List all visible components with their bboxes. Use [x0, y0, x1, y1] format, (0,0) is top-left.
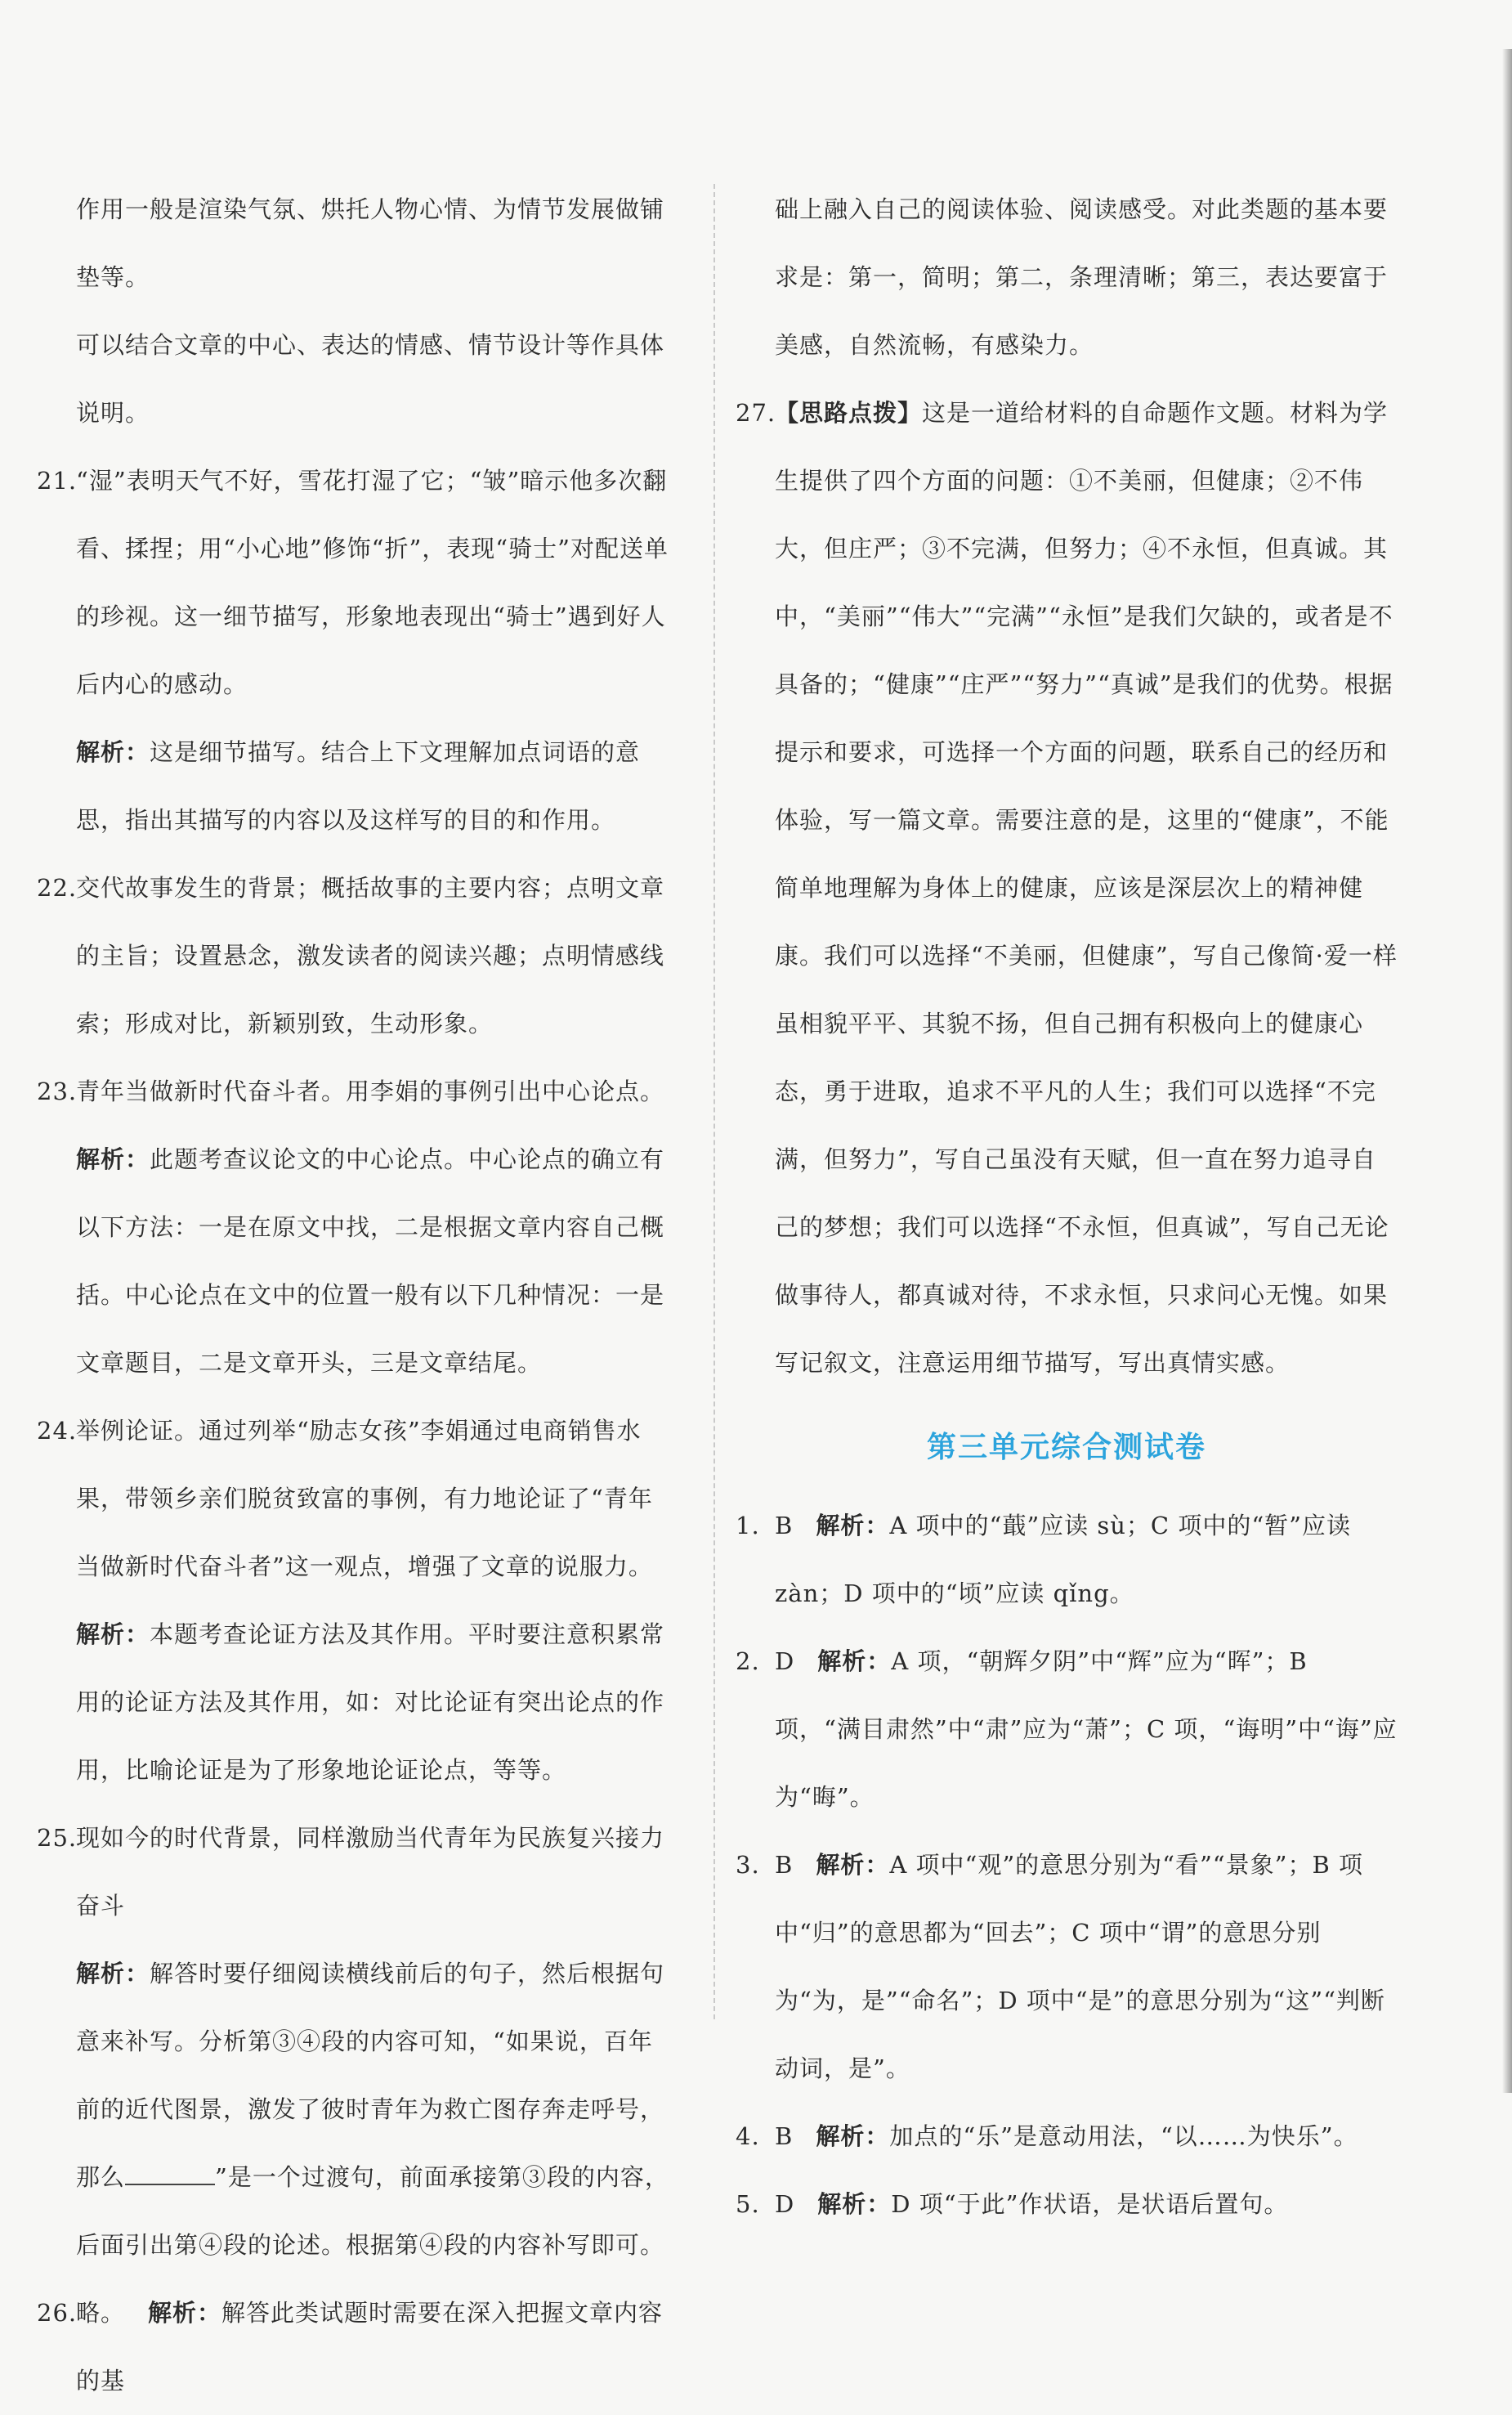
- answer-letter: B: [775, 1512, 794, 1539]
- answer-25: 25. 现如今的时代背景，同样激励当代青年为民族复兴接力奋斗: [37, 1804, 674, 1940]
- analysis-label: 解析：: [816, 1851, 890, 1879]
- answer-letter: B: [775, 1851, 794, 1879]
- answer-letter: D: [775, 2190, 795, 2218]
- right-column: [736, 176, 1398, 2238]
- answer-2: 2. D 解析：A 项，“朝辉夕阴”中“辉”应为“晖”；B 项，“满目肃然”中“肃”应为“萧”；C 项，“诲明”中“诲”应为“晦”。: [736, 1628, 1398, 1831]
- analysis-24: 解析：本题考查论证方法及其作用。平时要注意积累常用的论证方法及其作用，如：对比论证有突出论点的作用，比喻论证是为了形象地论证论点，等等。: [76, 1620, 665, 1784]
- question-number: 24.: [37, 1417, 78, 1445]
- answer-23: 23. 青年当做新时代奋斗者。用李娟的事例引出中心论点。: [37, 1058, 674, 1126]
- answer-21: 21. “湿”表明天气不好，雪花打湿了它；“皱”暗示他多次翻看、揉捏；用“小心地”修饰“折”，表现“骑士”对配送单的珍视。这一细节描写，形象地表现出“骑士”遇到好人后内心的感动。: [37, 447, 674, 719]
- analysis-26-continued: 础上融入自己的阅读体验、阅读感受。对此类题的基本要求是：第一，简明；第二，条理清晰；第三，表达要富于美感，自然流畅，有感染力。: [775, 195, 1389, 359]
- answer-26: 26. 略。 解析：解答此类试题时需要在深入把握文章内容的基: [37, 2279, 674, 2415]
- analysis-23: 解析：此题考查议论文的中心论点。中心论点的确立有以下方法：一是在原文中找，二是根据文章内容自己概括。中心论点在文中的位置一般有以下几种情况：一是文章题目，二是文章开头，三是文章结尾。: [76, 1145, 665, 1377]
- page-edge-shadow: [1502, 49, 1512, 2093]
- analysis-label: 解析：: [817, 1647, 892, 1675]
- question-number: 5.: [736, 2190, 760, 2218]
- analysis-label: 解析：: [816, 2122, 890, 2150]
- question-number: 25.: [37, 1824, 78, 1852]
- answer-24: 24. 举例论证。通过列举“励志女孩”李娟通过电商销售水果，带领乡亲们脱贫致富的事例，有力地论证了“青年当做新时代奋斗者”这一观点，增强了文章的说服力。: [37, 1397, 674, 1601]
- answer-4: 4. B 解析：加点的“乐”是意动用法，“以……为快乐”。: [736, 2103, 1398, 2171]
- analysis-label: 解析：: [76, 738, 150, 766]
- analysis-label: 解析：: [816, 1512, 890, 1539]
- question-number: 27.: [736, 399, 776, 427]
- question-number: 3.: [736, 1851, 760, 1879]
- analysis-label: 解析：: [76, 1620, 150, 1648]
- question-number: 23.: [37, 1078, 78, 1105]
- answer-letter: B: [775, 2122, 794, 2150]
- analysis-label: 解析：: [76, 1960, 150, 1987]
- question-number: 22.: [37, 874, 78, 902]
- analysis-label: 解析：: [817, 2190, 892, 2218]
- question-number: 4.: [736, 2122, 760, 2150]
- analysis-25: 解析：解答时要仔细阅读横线前后的句子，然后根据句意来补写。分析第③④段的内容可知，“如果说，百年前的近代图景，激发了彼时青年为救亡图存奔走呼号，那么 ”是一个过渡句，前面承接第③段的内容，后面引出第④段的论述。根据第④段的内容补写即可。: [76, 1960, 669, 2259]
- fill-blank-line: [125, 2166, 215, 2185]
- section-title: 第三单元综合测试卷: [926, 1431, 1206, 1464]
- analysis-label: 解析：: [148, 2299, 222, 2327]
- answer-letter: D: [775, 1647, 795, 1675]
- paragraph-intro-2: 可以结合文章的中心、表达的情感、情节设计等作具体说明。: [76, 331, 665, 427]
- analysis-21: 解析：这是细节描写。结合上下文理解加点词语的意思，指出其描写的内容以及这样写的目的和作用。: [76, 738, 641, 834]
- hint-label: 【思路点拨】: [775, 399, 923, 427]
- left-column: [37, 176, 674, 2415]
- question-number: 1.: [736, 1512, 760, 1539]
- question-number: 2.: [736, 1647, 760, 1675]
- analysis-label: 解析：: [76, 1145, 150, 1173]
- column-divider: [714, 184, 715, 2019]
- answer-1: 1. B 解析：A 项中的“蕺”应读 sù；C 项中的“暂”应读 zàn；D 项中的“顷”应读 qǐng。: [736, 1492, 1398, 1628]
- question-number: 21.: [37, 467, 78, 495]
- question-number: 26.: [37, 2299, 78, 2327]
- answer-27: 27. 【思路点拨】这是一道给材料的自命题作文题。材料为学生提供了四个方面的问题：①不美丽，但健康；②不伟大，但庄严；③不完满，但努力；④不永恒，但真诚。其中，“美丽”“伟大”“完满”“永恒”是我们欠缺的，或者是不具备的；“健康”“庄严”“努力”“真诚”是我们的优势。根据提示和要求，可选择一个方面的问题，联系自己的经历和体验，写一篇文章。需要注意的是，这里的“健康”，不能简单地理解为身体上的健康，应该是深层次上的精神健康。我们可以选择“不美丽，但健康”，写自己像简·爱一样虽相貌平平、其貌不扬，但自己拥有积极向上的健康心态，勇于进取，追求不平凡的人生；我们可以选择“不完满，但努力”，写自己虽没有天赋，但一直在努力追寻自己的梦想；我们可以选择“不永恒，但真诚”，写自己无论做事待人，都真诚对待，不求永恒，只求问心无愧。如果写记叙文，注意运用细节描写，写出真情实感。: [736, 379, 1398, 1397]
- answer-22: 22. 交代故事发生的背景；概括故事的主要内容；点明文章的主旨；设置悬念，激发读者的阅读兴趣；点明情感线索；形成对比，新颖别致，生动形象。: [37, 854, 674, 1058]
- answer-5: 5. D 解析：D 项“于此”作状语，是状语后置句。: [736, 2171, 1398, 2238]
- answer-3: 3. B 解析：A 项中“观”的意思分别为“看”“景象”；B 项中“归”的意思都为“回去”；C 项中“谓”的意思分别为“为，是”“命名”；D 项中“是”的意思分别为“这”“判断动词，是”。: [736, 1831, 1398, 2103]
- paragraph-intro-1: 作用一般是渲染气氛、烘托人物心情、为情节发展做铺垫等。: [76, 195, 665, 291]
